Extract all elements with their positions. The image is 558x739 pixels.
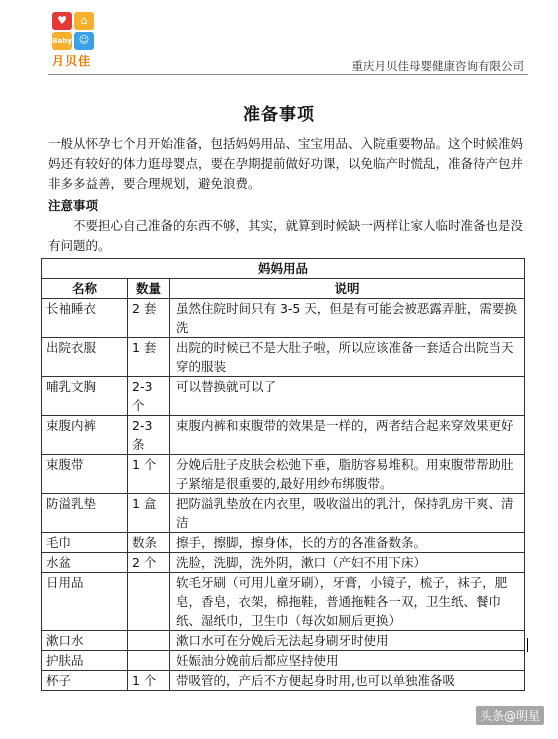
table-caption: 妈妈用品 <box>42 259 525 279</box>
row-desc: 把防溢乳垫放在内衣里，吸收溢出的乳汁，保持乳房干爽、清洁 <box>170 494 525 533</box>
header-qty: 数量 <box>128 279 170 299</box>
table-row <box>42 494 525 533</box>
row-qty: 2 个 <box>128 553 170 573</box>
row-desc: 可以替换就可以了 <box>170 377 525 416</box>
table-row <box>42 455 525 494</box>
row-desc: 分娩后肚子皮肤会松弛下垂，脂肪容易堆积。用束腹带帮助肚子紧缩是很重要的,最好用纱布绑腹带。 <box>170 455 525 494</box>
table-row <box>42 631 525 651</box>
note-heading: 注意事项 <box>48 198 99 213</box>
watermark: 头条@明星 <box>476 706 544 725</box>
logo-baby-tile: Baby <box>52 32 72 50</box>
smile-icon: ☺ <box>74 32 94 50</box>
row-desc: 洗脸，洗脚，洗外阴，漱口（产妇不用下床） <box>170 553 525 573</box>
row-name: 毛巾 <box>42 533 128 553</box>
row-qty: 2-3 条 <box>128 416 170 455</box>
table-row <box>42 533 525 553</box>
page-title: 准备事项 <box>243 105 315 125</box>
row-name: 防溢乳垫 <box>42 494 128 533</box>
row-desc: 出院的时候已不是大肚子啦，所以应该准备一套适合出院当天穿的服装 <box>170 338 525 377</box>
row-qty: 1 个 <box>128 671 170 691</box>
intro-text: 一般从怀孕七个月开始准备，包括妈妈用品、宝宝用品、入院重要物品。这个时候准妈妈还有较好的体力逛母婴点，要在孕期提前做好功课，以免临产时慌乱，准备待产包并非多多益善，要合理规划，避免浪费。 <box>48 136 524 191</box>
row-qty: 2 套 <box>128 299 170 338</box>
text-cursor <box>527 638 528 652</box>
row-name: 日用品 <box>42 573 128 631</box>
row-name: 哺乳文胸 <box>42 377 128 416</box>
row-qty: 1 盒 <box>128 494 170 533</box>
row-name: 水盆 <box>42 553 128 573</box>
row-desc: 虽然住院时间只有 3-5 天，但是有可能会被恶露弄脏，需要换洗 <box>170 299 525 338</box>
table-row <box>42 377 525 416</box>
logo-text: 月贝佳 <box>52 54 92 68</box>
table-row <box>42 573 525 631</box>
row-qty: 1 套 <box>128 338 170 377</box>
row-name: 长袖睡衣 <box>42 299 128 338</box>
row-name: 漱口水 <box>42 631 128 651</box>
row-qty: 2-3 个 <box>128 377 170 416</box>
table-row <box>42 299 525 338</box>
row-name: 束腹内裤 <box>42 416 128 455</box>
table-row <box>42 553 525 573</box>
table-row <box>42 651 525 671</box>
note-text: 不要担心自己准备的东西不够，其实，就算到时候缺一两样让家人临时准备也是没有问题的。 <box>48 218 524 253</box>
header-name: 名称 <box>42 279 128 299</box>
row-desc: 软毛牙刷（可用儿童牙刷），牙膏，小镜子，梳子，袜子，肥皂，香皂，衣架，棉拖鞋，普通拖鞋各一双，卫生纸、餐巾纸、湿纸巾，卫生巾（每次如厕后更换） <box>170 573 525 631</box>
mom-supplies-table <box>41 258 525 691</box>
row-desc: 束腹内裤和束腹带的效果是一样的，两者结合起来穿效果更好 <box>170 416 525 455</box>
table-row <box>42 338 525 377</box>
row-desc: 带吸管的，产后不方便起身时用,也可以单独准备吸 <box>170 671 525 691</box>
table-row <box>42 671 525 691</box>
intro-paragraph <box>48 134 528 194</box>
row-name: 出院衣服 <box>42 338 128 377</box>
row-qty <box>128 651 170 671</box>
row-desc: 妊娠油分娩前后都应坚持使用 <box>170 651 525 671</box>
row-desc: 漱口水可在分娩后无法起身刷牙时使用 <box>170 631 525 651</box>
row-qty <box>128 573 170 631</box>
header-divider <box>48 74 528 75</box>
table-row <box>42 416 525 455</box>
company-name: 重庆月贝佳母婴健康咨询有限公司 <box>351 59 524 73</box>
row-desc: 擦手，擦脚，擦身体，长的方的各准备数条。 <box>170 533 525 553</box>
row-name: 护肤品 <box>42 651 128 671</box>
row-name: 束腹带 <box>42 455 128 494</box>
company-logo <box>52 12 98 66</box>
row-qty: 1 个 <box>128 455 170 494</box>
row-qty: 数条 <box>128 533 170 553</box>
house-icon: ⌂ <box>74 12 94 30</box>
row-name: 杯子 <box>42 671 128 691</box>
header-desc: 说明 <box>170 279 525 299</box>
heart-icon: ♥ <box>52 12 72 30</box>
row-qty <box>128 631 170 651</box>
